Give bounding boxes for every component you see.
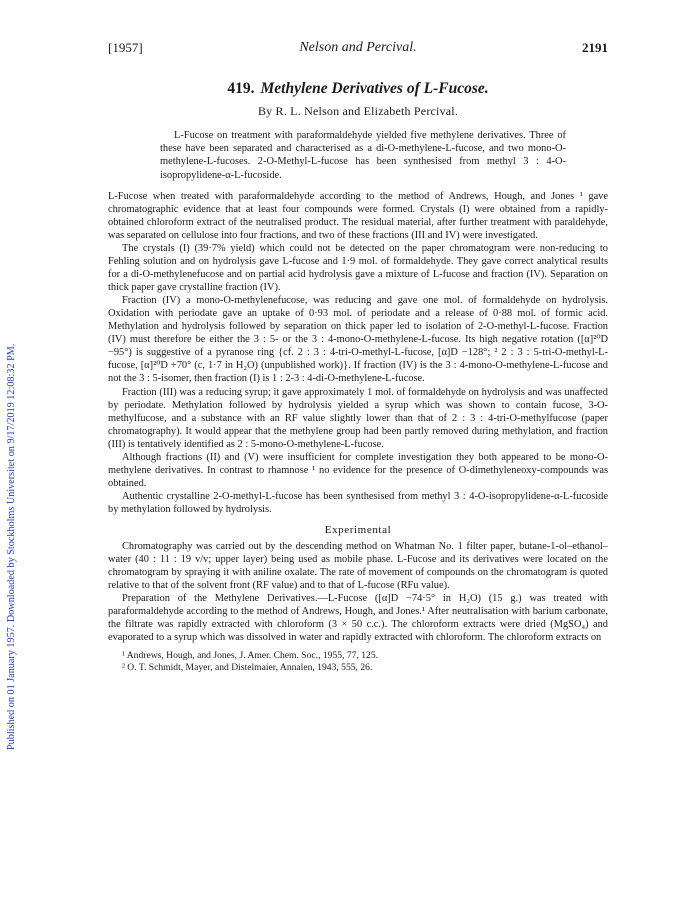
- running-head: [108, 40, 608, 62]
- body-paragraph: Although fractions (II) and (V) were insufficient for complete investigation they both appeared to be mono-O-methylene derivatives. In contrast to rhamnose ¹ no evidence for the presence of O-dimethyleneoxy-compounds was obtained.: [108, 451, 608, 489]
- body-paragraph: The crystals (I) (39·7% yield) which could not be detected on the paper chromatogram were non-reducing to Fehling solution and on hydrolysis gave L-fucose and 1·9 mol. of formaldehyde. They gave correct analytical results for a di-O-methylenefucose and on partial acid hydrolysis gave a mixture of L-fucose and fraction (IV). Separation on thick paper gave crystalline fraction (IV).: [108, 243, 608, 294]
- experimental-paragraph: Preparation of the Methylene Derivatives.—L-Fucose ([α]D −74·5° in H₂O) (15 g.) was treated with paraformaldehyde according to the method of Andrews, Hough, and Jones.¹ After neutralisation with barium carbonate, the filtrate was rapidly extracted with chloroform (3 × 50 c.c.). The chloroform extracts were dried (MgSO₄) and evaporated to a syrup which was dissolved in water and rapidly extracted with chloroform. The chloroform extracts on: [108, 593, 608, 644]
- article-title-text: Methylene Derivatives of L-Fucose.: [260, 80, 489, 97]
- body-paragraph: Fraction (III) was a reducing syrup; it gave approximately 1 mol. of formaldehyde on hydrolysis and was unaffected by periodate. Methylation followed by hydrolysis yielded a syrup which was shown to contain fucose, 3-O-methylfucose, and a substance with an RF value slightly lower than that of 2 : 3 : 4-tri-O-methylfucose (paper chromatography). It would appear that the methylene group had been partly removed during methylation, and fraction (III) is tentatively identified as 2 : 5-mono-O-methylene-L-fucose.: [108, 386, 608, 450]
- page-number: 2191: [582, 40, 608, 55]
- footnotes: [108, 650, 608, 673]
- footnote: ¹ Andrews, Hough, and Jones, J. Amer. Chem. Soc., 1955, 77, 125.: [122, 650, 379, 662]
- running-head-year: [1957]: [108, 40, 143, 55]
- article-page: [108, 40, 608, 673]
- running-head-authors: Nelson and Percival.: [299, 40, 417, 55]
- article-title: [108, 80, 608, 98]
- download-stamp: [6, 150, 20, 750]
- body-paragraph: L-Fucose when treated with paraformaldehyde according to the method of Andrews, Hough, and Jones ¹ gave chromatographic evidence that at least four compounds were formed. Crystals (I) were obtained from a rapidly-obtained chloroform extract of the neutralised product. The residual material, after further treatment with paraldehyde, was separated on cellulose into four fractions, and two of these fractions (III and IV) were investigated.: [108, 190, 608, 241]
- section-heading-experimental: Experimental: [324, 523, 392, 536]
- abstract-text: L-Fucose on treatment with paraformaldehyde yielded five methylene derivatives. Three of these have been separated and characterised as a di-O-methylene-L-fucose, and two mono-O-methylene-L-fucoses. 2-O-Methyl-L-fucose has been synthesised from methyl 3 : 4-O-isopropylidene-α-L-fucoside.: [160, 130, 566, 181]
- article-byline: By R. L. Nelson and Elizabeth Percival.: [257, 104, 459, 118]
- footnote: ² O. T. Schmidt, Mayer, and Distelmaier, Annalen, 1943, 555, 26.: [122, 661, 373, 673]
- download-stamp-text: Published on 01 January 1957. Downloaded by Stockholms Universitet on 9/17/2019 12:08:32 PM.: [6, 343, 17, 750]
- article-body: [108, 190, 608, 645]
- body-paragraph: Authentic crystalline 2-O-methyl-L-fucose has been synthesised from methyl 3 : 4-O-isopropylidene-α-L-fucoside by methylation followed by hydrolysis.: [108, 490, 608, 515]
- abstract: [160, 129, 566, 182]
- experimental-paragraph: Chromatography was carried out by the descending method on Whatman No. 1 filter paper, butane-1-ol–ethanol–water (40 : 11 : 19 v/v; upper layer) being used as mobile phase. L-Fucose and its derivatives were located on the chromatogram by spraying it with aniline oxalate. The rate of movement of compounds on the chromatogram is quoted relative to that of the solvent front (RF value) and to that of L-fucose (RFu value).: [108, 541, 608, 592]
- body-paragraph: Fraction (IV) a mono-O-methylenefucose, was reducing and gave one mol. of formaldehyde on hydrolysis. Oxidation with periodate gave an uptake of 0·93 mol. of periodate and a release of 0·88 mol. of formic acid. Methylation and hydrolysis followed by separation on thick paper led to isolation of 2-O-methyl-L-fucose. Fraction (IV) must therefore be either the 3 : 5- or the 3 : 4-mono-O-methylene-L-fucose. Its high negative rotation ([α]²⁰D −95°) is suggestive of a pyranose ring {cf. 2 : 3 : 4-tri-O-methyl-L-fucose, [α]D −128°; ² 2 : 3 : 5-tri-O-methyl-L-fucose, [α]²⁰D +70° (c, 1·7 in H₂O) (unpublished work)}. If fraction (IV) is the 3 : 4-mono-O-methylene-L-fucose and not the 3 : 5-isomer, then fraction (I) is 1 : 2-3 : 4-di-O-methylene-L-fucose.: [108, 295, 608, 385]
- article-number: 419.: [227, 80, 255, 97]
